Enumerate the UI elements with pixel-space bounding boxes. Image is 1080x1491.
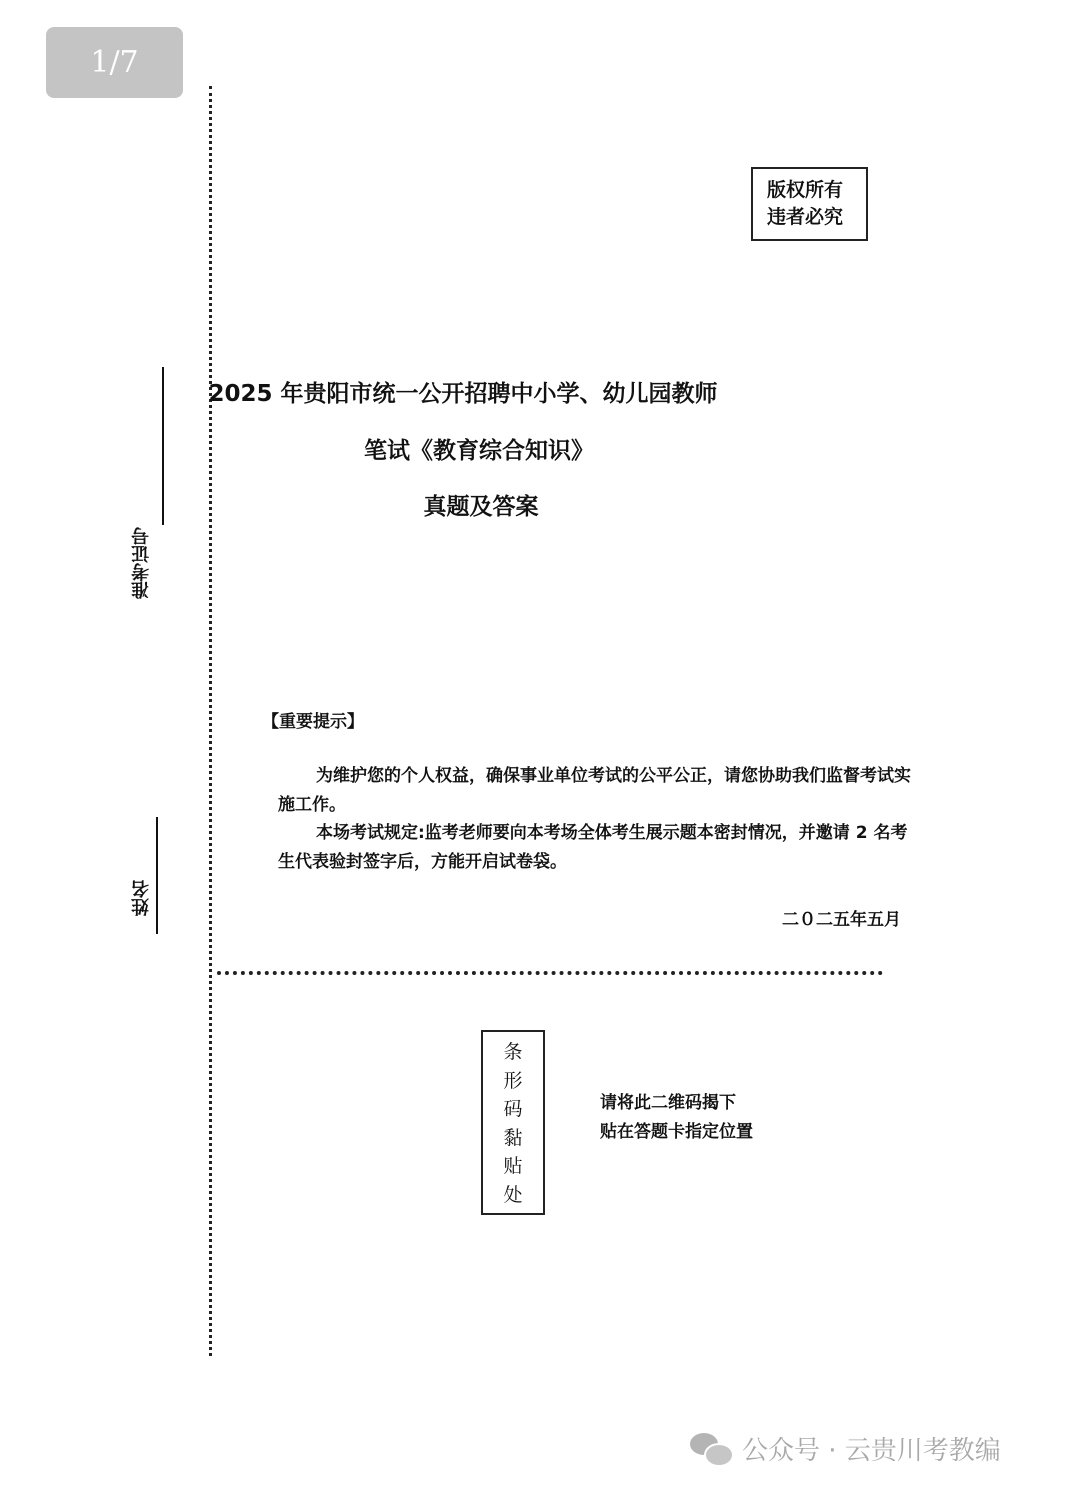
barcode-char: 黏 <box>503 1126 523 1149</box>
barcode-char: 码 <box>503 1098 523 1120</box>
barcode-char: 条 <box>503 1041 523 1063</box>
barcode-char: 处 <box>503 1183 523 1206</box>
barcode-instruction-line-2: 贴在答题卡指定位置 <box>600 1122 753 1142</box>
title-line-3: 真题及答案 <box>423 494 539 520</box>
barcode-sticker-area <box>481 1030 545 1215</box>
copyright-line-2: 违者必究 <box>767 206 844 228</box>
name-write-line <box>156 817 158 934</box>
title-line-2: 笔试《教育综合知识》 <box>364 438 594 464</box>
barcode-char: 贴 <box>503 1155 523 1177</box>
copyright-line-1: 版权所有 <box>767 179 844 201</box>
exam-id-label: 准考证号 <box>131 527 152 599</box>
watermark-text: 公众号 · 云贵川考教编 <box>742 1435 1001 1466</box>
watermark <box>690 1428 1001 1468</box>
name-label: 姓名 <box>131 880 152 916</box>
barcode-instruction-line-1: 请将此二维码揭下 <box>600 1093 736 1113</box>
barcode-char: 形 <box>503 1069 523 1092</box>
notice-heading: 【重要提示】 <box>262 712 364 732</box>
barcode-instruction <box>600 1089 753 1147</box>
notice-paragraph-2: 本场考试规定:监考老师要向本考场全体考生展示题本密封情况，并邀请 2 名考生代表验封签字后，方能开启试卷袋。 <box>278 823 908 872</box>
wechat-icon <box>690 1431 734 1465</box>
page-indicator[interactable]: 1/7 <box>46 27 183 98</box>
seal-line-vertical <box>209 86 212 1356</box>
title-line-1: 2025 年贵阳市统一公开招聘中小学、幼儿园教师 <box>208 381 718 407</box>
seal-line-horizontal <box>217 971 883 975</box>
notice-paragraph-1: 为维护您的个人权益，确保事业单位考试的公平公正，请您协助我们监督考试实施工作。 <box>278 766 911 815</box>
notice-date: 二０二五年五月 <box>782 910 901 930</box>
copyright-box <box>751 167 868 241</box>
